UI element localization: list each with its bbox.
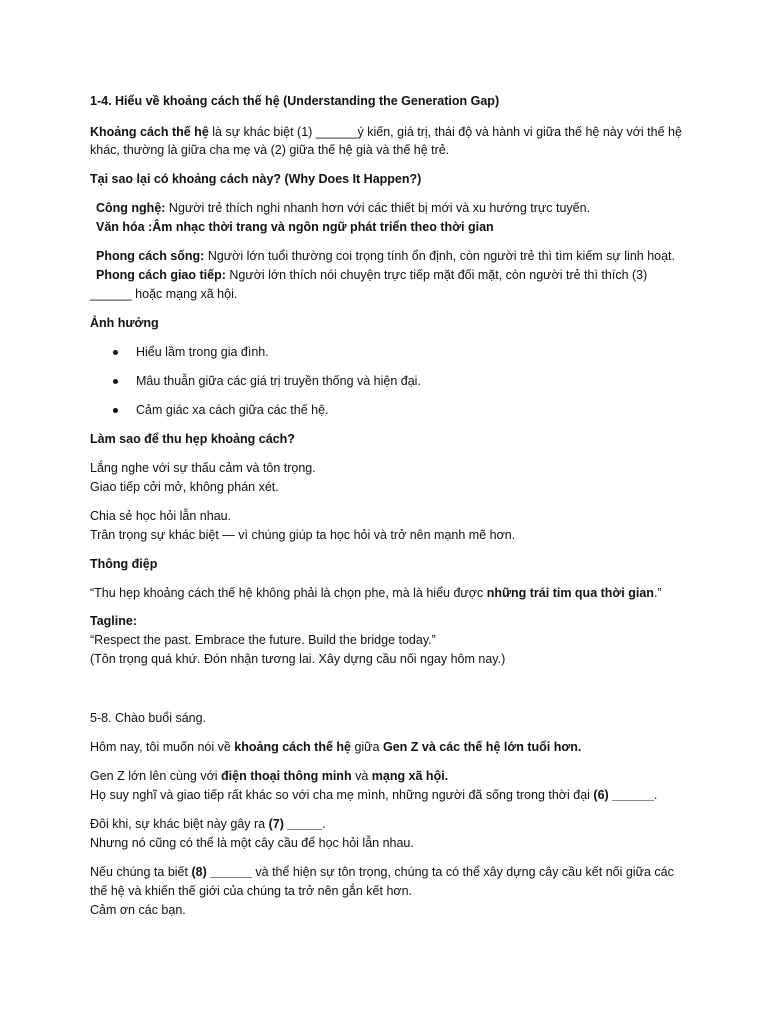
tagline-vietnamese: (Tôn trọng quá khứ. Đón nhận tương lai. Xây dựng cầu nối ngay hôm nay.) [90,652,506,666]
impact-item: Hiểu lầm trong gia đình. [136,345,269,359]
reason-lifestyle [96,248,675,265]
text: Đôi khi, sự khác biệt này gây ra [90,817,269,831]
speech-paragraph-4-line-2: thế hệ và khiến thế giới của chúng ta trở nên gắn kết hơn. [90,884,413,898]
bold-text: điện thoại thông minh [221,769,352,783]
definition-line-2: khác, thường là giữa cha mẹ và (2) giữa thế hệ già và thế hệ trẻ. [90,143,450,157]
speech-paragraph-2-line-2 [90,787,657,804]
bullet-icon [113,379,118,384]
definition-text: là sự khác biệt (1) ______ý kiến, giá trị, thái độ và hành vi giữa thế hệ này với thế hệ [208,125,682,139]
text: Gen Z lớn lên cùng với [90,769,222,783]
blank-8: (8) ______ [191,865,252,879]
definition-line-1 [90,124,682,141]
reason-label: Công nghệ: [96,201,166,215]
speech-paragraph-3-line-2: Nhưng nó cũng có thể là một cây cầu để học hỏi lẫn nhau. [90,836,414,850]
narrow-heading: Làm sao để thu hẹp khoảng cách? [90,432,295,446]
impact-heading: Ảnh hưởng [90,316,159,330]
blank-7: (7) _____ [268,817,323,831]
reason-technology [96,200,590,217]
impact-item: Mâu thuẫn giữa các giá trị truyền thống và hiện đại. [136,374,421,388]
bullet-icon [113,408,118,413]
speech-paragraph-4 [90,864,674,881]
narrow-line: Trân trọng sự khác biệt — vì chúng giúp ta học hỏi và trở nên mạnh mẽ hơn. [90,528,516,542]
reason-text: Người lớn thích nói chuyện trực tiếp mặt đối mặt, còn người trẻ thì thích (3) [225,268,648,282]
bold-text: Gen Z và các thế hệ lớn tuổi hơn. [382,740,582,754]
narrow-line: Lắng nghe với sự thấu cảm và tôn trọng. [90,461,316,475]
text: giữa [350,740,383,754]
reason-communication-line-2: ______ hoặc mạng xã hội. [90,287,238,301]
bullet-icon [113,350,118,355]
closing-line: Cảm ơn các bạn. [90,903,186,917]
text: Nếu chúng ta biết [90,865,192,879]
narrow-line: Giao tiếp cởi mở, không phán xét. [90,480,279,494]
text: và thể hiện sự tôn trọng, chúng ta có thể xây dựng cây cầu kết nối giữa các [251,865,674,879]
tagline-heading: Tagline: [90,614,137,628]
text: Họ suy nghĩ và giao tiếp rất khác so với cha mẹ mình, những người đã sống trong thời đại [90,788,594,802]
reason-communication [96,267,647,284]
narrow-line: Chia sẻ học hỏi lẫn nhau. [90,509,232,523]
why-heading: Tại sao lại có khoảng cách này? (Why Does It Happen?) [90,172,422,186]
tagline-english: “Respect the past. Embrace the future. Build the bridge today.” [90,633,436,647]
message-text-end: .” [653,586,662,600]
section-heading-1: 1-4. Hiểu về khoảng cách thế hệ (Understanding the Generation Gap) [90,94,500,108]
message-heading: Thông điệp [90,557,158,571]
reason-label: Phong cách giao tiếp: [96,268,226,282]
reason-text: Người trẻ thích nghi nhanh hơn với các thiết bị mới và xu hướng trực tuyến. [165,201,591,215]
speech-paragraph-1 [90,739,581,756]
bold-text: mạng xã hội. [371,769,449,783]
section-heading-2: 5-8. Chào buổi sáng. [90,711,207,725]
reason-label: Phong cách sống: [96,249,205,263]
reason-text: Người lớn tuổi thường coi trọng tính ổn định, còn người trẻ thì tìm kiếm sự linh hoạt. [204,249,675,263]
speech-paragraph-3 [90,816,326,833]
text: . [653,788,658,802]
blank-6: (6) ______ [593,788,654,802]
text: . [322,817,326,831]
text: Hôm nay, tôi muốn nói về [90,740,235,754]
message-bold: những trái tim qua thời gian [486,586,654,600]
message-text: “Thu hẹp khoảng cách thế hệ không phải là chọn phe, mà là hiểu được [90,586,487,600]
bold-text: khoảng cách thế hệ [234,740,351,754]
impact-item: Cảm giác xa cách giữa các thế hệ. [136,403,329,417]
definition-term: Khoảng cách thế hệ [90,125,209,139]
message-quote [90,585,662,602]
reason-culture: Văn hóa :Âm nhạc thời trang và ngôn ngữ phát triển theo thời gian [96,220,494,234]
text: và [351,769,372,783]
speech-paragraph-2 [90,768,448,785]
